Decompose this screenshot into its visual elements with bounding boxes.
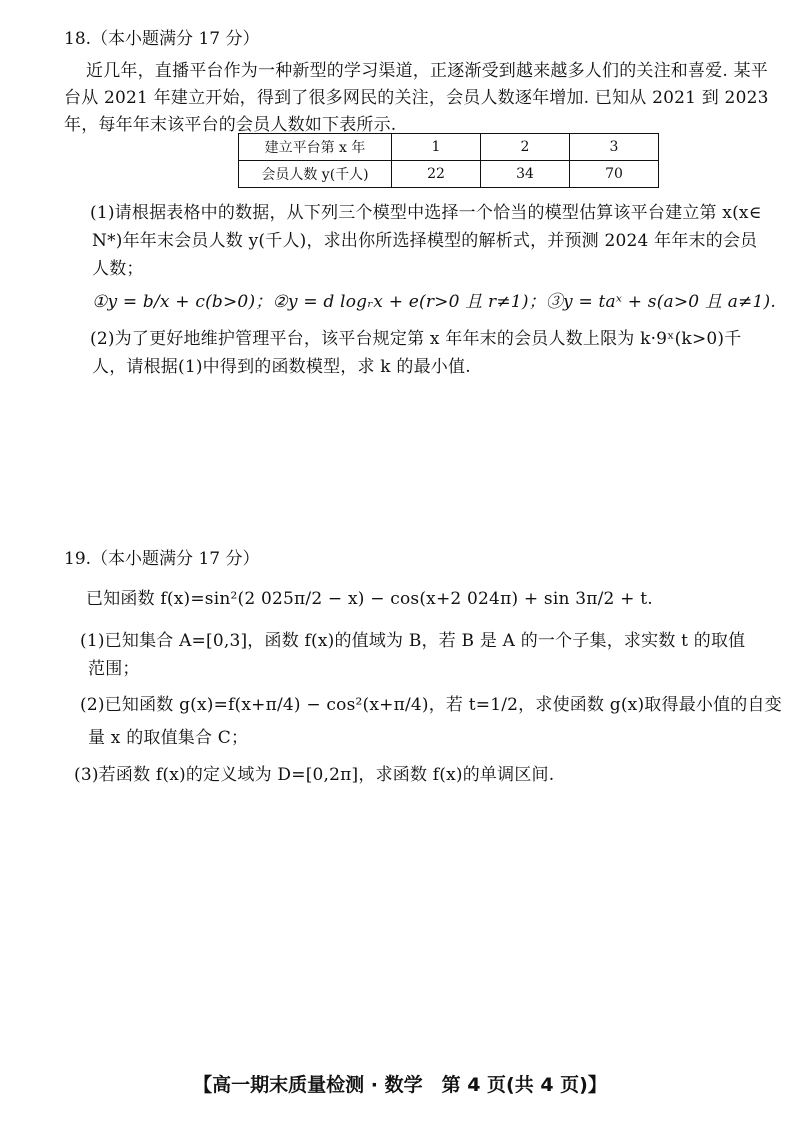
table-cell: 70 <box>570 161 659 188</box>
table-cell: 2 <box>481 134 570 161</box>
q19-part2-line-1: (2)已知函数 g(x)=f(x+π/4) − cos²(x+π/4)，若 t=1/2，求使函数 g(x)取得最小值的自变 <box>80 695 782 715</box>
table-cell: 22 <box>392 161 481 188</box>
table-row-header-members: 会员人数 y(千人) <box>239 161 392 188</box>
table-cell: 1 <box>392 134 481 161</box>
q19-part1-line-2: 范围； <box>88 659 140 679</box>
q19-part2-line-2: 量 x 的取值集合 C； <box>88 728 249 748</box>
q18-line-1: 近几年，直播平台作为一种新型的学习渠道，正逐渐受到越来越多人们的关注和喜爱. 某平 <box>86 61 769 81</box>
q18-part2-line-2: 人，请根据(1)中得到的函数模型，求 k 的最小值. <box>92 357 471 377</box>
table-cell: 34 <box>481 161 570 188</box>
table-row-header-year: 建立平台第 x 年 <box>239 134 392 161</box>
q18-part2-line-1: (2)为了更好地维护管理平台，该平台规定第 x 年年末的会员人数上限为 k·9ˣ(k>0)千 <box>90 329 742 349</box>
q18-line-3: 年，每年年末该平台的会员人数如下表所示. <box>64 115 397 135</box>
q18-part1-line-3: 人数； <box>92 259 144 279</box>
q18-models: ①y = b/x + c(b>0)；②y = d logᵣx + e(r>0 且 r≠1)；③y = taˣ + s(a>0 且 a≠1). <box>92 292 776 312</box>
q19-part1-line-1: (1)已知集合 A=[0,3]，函数 f(x)的值域为 B，若 B 是 A 的一个子集，求实数 t 的取值 <box>80 631 746 651</box>
q19-intro: 已知函数 f(x)=sin²(2 025π/2 − x) − cos(x+2 024π) + sin 3π/2 + t. <box>86 589 653 609</box>
q18-line-2: 台从 2021 年建立开始，得到了很多网民的关注，会员人数逐年增加. 已知从 2021 到 2023 <box>64 88 769 108</box>
table-row <box>239 161 659 188</box>
q18-part1-line-2: N*)年年末会员人数 y(千人)，求出你所选择模型的解析式，并预测 2024 年年末的会员 <box>92 231 758 251</box>
q18-header: 18.（本小题满分 17 分） <box>64 29 260 49</box>
page-footer: 【高一期末质量检测 · 数学 第 4 页(共 4 页)】 <box>193 1074 607 1096</box>
membership-table <box>238 133 659 188</box>
table-row <box>239 134 659 161</box>
q18-part1-line-1: (1)请根据表格中的数据，从下列三个模型中选择一个恰当的模型估算该平台建立第 x(x∈ <box>90 203 762 223</box>
table-cell: 3 <box>570 134 659 161</box>
q19-header: 19.（本小题满分 17 分） <box>64 549 260 569</box>
q19-part3: (3)若函数 f(x)的定义域为 D=[0,2π]，求函数 f(x)的单调区间. <box>74 765 555 785</box>
